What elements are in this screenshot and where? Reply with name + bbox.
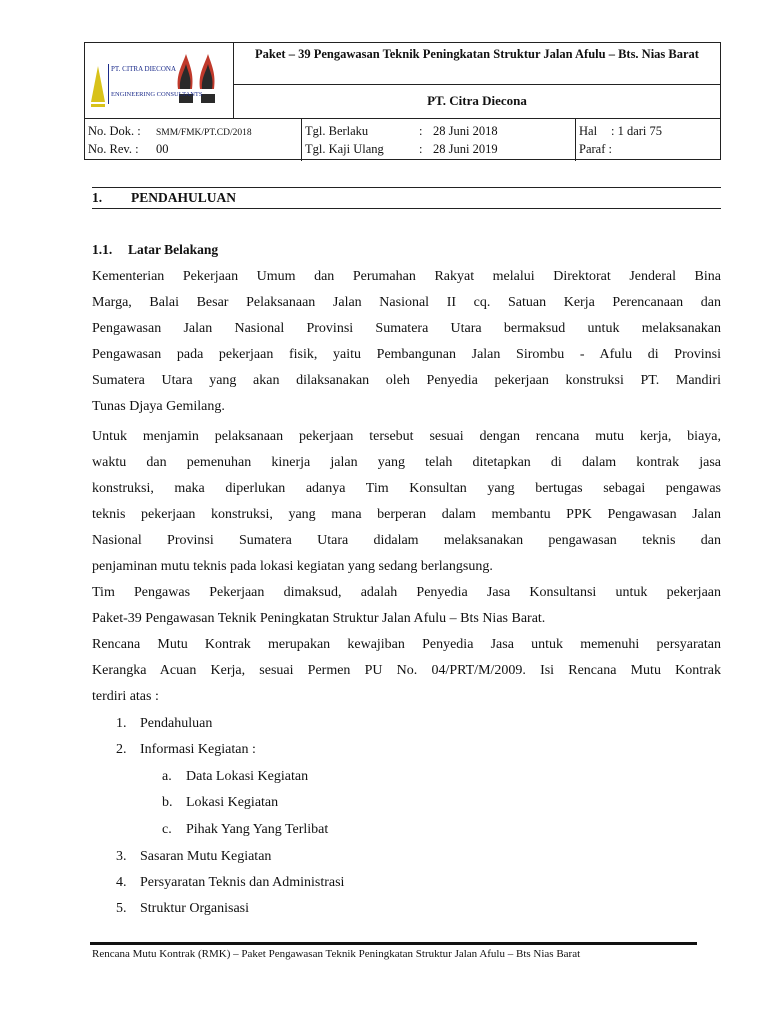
list-item: a. Data Lokasi Kegiatan [162, 769, 309, 784]
list-item: 5. Struktur Organisasi [116, 901, 250, 916]
list-item: 4. Persyaratan Teknis dan Administrasi [116, 875, 345, 890]
berlaku-value: 28 Juni 2018 [433, 124, 498, 138]
section-number: 1. [92, 190, 103, 205]
logo-text-line1: PT. CITRA DIECONA [111, 65, 177, 73]
doc-number-cell [85, 119, 302, 161]
project-title: Paket – 39 Pengawasan Teknik Peningkatan Struktur Jalan Afulu – Bts. Nias Barat [234, 43, 720, 85]
paraf-label: Paraf : [579, 142, 612, 156]
hal-value: : 1 dari 75 [611, 124, 663, 138]
paragraph-line: Sumatera Utara yang akan dilaksanakan oleh Penyedia pekerjaan konstruksi PT. Mandiri [92, 373, 721, 388]
paragraph-line: konstruksi, maka diperlukan adanya Tim Konsultan yang bertugas sebagai pengawas [92, 481, 721, 496]
paragraph-line: Nasional Provinsi Sumatera Utara didalam melaksanakan pengawasan teknis dan [92, 533, 721, 548]
doc-no-value: SMM/FMK/PT.CD/2018 [156, 128, 252, 138]
paragraph-line: Untuk menjamin pelaksanaan pekerjaan tersebut sesuai dengan rencana mutu kerja, biaya, [92, 429, 721, 444]
document-info-row [85, 118, 720, 161]
hal-label: Hal [579, 124, 598, 138]
section-title: PENDAHULUAN [131, 190, 237, 205]
kaji-value: 28 Juni 2019 [433, 142, 498, 156]
paragraph-line: Marga, Balai Besar Pelaksanaan Jalan Nasional II cq. Satuan Kerja Perencanaan dan [92, 295, 721, 310]
paragraph-line: Tim Pengawas Pekerjaan dimaksud, adalah Penyedia Jasa Konsultansi untuk pekerjaan [92, 585, 721, 600]
berlaku-colon: : [419, 124, 423, 138]
paragraph-line: Tunas Djaya Gemilang. [92, 399, 225, 414]
section-heading [92, 187, 721, 209]
subsection-heading [92, 242, 218, 258]
rev-value: 00 [156, 142, 169, 156]
list-item: 2. Informasi Kegiatan : [116, 742, 256, 757]
paragraph-line: waktu dan pemenuhan kinerja jalan yang telah ditetapkan di dalam kontrak jasa [92, 455, 721, 470]
page-footer: Rencana Mutu Kontrak (RMK) – Paket Pengawasan Teknik Peningkatan Struktur Jalan Afulu – Bts Nias Barat [92, 948, 581, 960]
list-item: c. Pihak Yang Yang Terlibat [162, 822, 329, 837]
company-logo-icon [86, 44, 233, 117]
footer-rule [90, 942, 697, 945]
paragraph-line: teknis pekerjaan konstruksi, yang mana berperan dalam membantu PPK Pengawasan Jalan [92, 507, 721, 522]
rev-label: No. Rev. : [88, 142, 139, 156]
paragraph-line: terdiri atas : [92, 689, 159, 704]
dates-cell [302, 119, 576, 161]
paragraph-line: penjaminan mutu teknis pada lokasi kegiatan yang sedang berlangsung. [92, 559, 493, 574]
company-name: PT. Citra Diecona [427, 93, 527, 108]
subsection-number: 1.1. [92, 242, 113, 257]
list-item: 1. Pendahuluan [116, 716, 213, 731]
list-item: b. Lokasi Kegiatan [162, 795, 279, 810]
paragraph-line: Pengawasan Jalan Nasional Provinsi Sumatera Utara bermaksud untuk melaksanakan [92, 321, 721, 336]
paragraph-line: Kementerian Pekerjaan Umum dan Perumahan Rakyat melalui Direktorat Jenderal Bina [92, 269, 721, 284]
document-header-table [84, 42, 721, 160]
list-item: 3. Sasaran Mutu Kegiatan [116, 849, 272, 864]
paragraph-line: Kerangka Acuan Kerja, sesuai Permen PU No. 04/PRT/M/2009. Isi Rencana Mutu Kontrak [92, 663, 721, 678]
doc-no-label: No. Dok. : [88, 124, 141, 138]
paragraph-line: Pengawasan pada pekerjaan fisik, yaitu Pembangunan Jalan Sirombu - Afulu di Provinsi [92, 347, 721, 362]
paragraph-line: Rencana Mutu Kontrak merupakan kewajiban Penyedia Jasa untuk memenuhi persyaratan [92, 637, 721, 652]
subsection-title: Latar Belakang [128, 242, 219, 257]
kaji-label: Tgl. Kaji Ulang [305, 142, 384, 156]
berlaku-label: Tgl. Berlaku [305, 124, 369, 138]
page-cell [576, 119, 720, 164]
paragraph-line: Paket-39 Pengawasan Teknik Peningkatan Struktur Jalan Afulu – Bts Nias Barat. [92, 611, 546, 626]
logo-text-line2: ENGINEERING CONSULTANTS [111, 91, 203, 98]
logo-cell [85, 43, 234, 118]
kaji-colon: : [419, 142, 423, 156]
